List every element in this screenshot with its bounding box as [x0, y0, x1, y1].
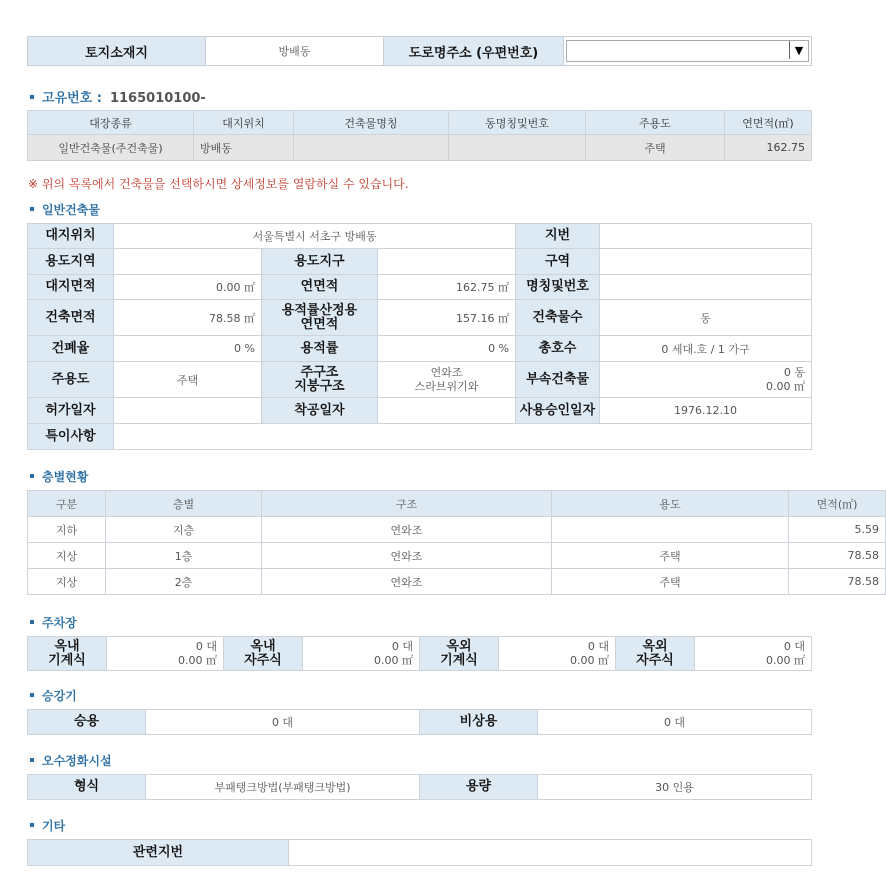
label-line: 지붕구조 — [294, 378, 345, 394]
table-row — [28, 517, 886, 543]
floors-table — [27, 490, 886, 595]
floor-use-cell: 주택 — [552, 543, 789, 569]
label-cell: 비상용 — [420, 710, 538, 735]
parking-value — [303, 637, 420, 671]
value-line: 연와조 — [430, 365, 463, 379]
label-cell: 용적률 — [262, 336, 378, 362]
total-area-cell[interactable]: 162.75 — [725, 135, 812, 161]
label-cell: 승용 — [28, 710, 146, 735]
bullet-icon — [30, 620, 34, 624]
section-title: 승강기 — [42, 689, 77, 703]
start-date-value — [378, 398, 516, 424]
label-cell: 건축물수 — [516, 300, 600, 336]
general-building-table — [27, 223, 812, 450]
area-value — [600, 249, 812, 275]
value-line: 스라브위기와 — [414, 379, 479, 393]
col-header: 연면적(㎡) — [725, 111, 812, 135]
value-line: 0 대 — [195, 639, 217, 653]
label-cell: 허가일자 — [28, 398, 114, 424]
site-location-cell[interactable]: 방배동 — [194, 135, 294, 161]
label-line: 연면적 — [300, 316, 339, 332]
general-building-heading — [30, 201, 100, 218]
floor-structure-cell: 연와조 — [262, 569, 552, 595]
label-line: 옥외 — [642, 638, 668, 654]
label-line: 용적률산정용 — [281, 302, 358, 318]
section-title: 층별현황 — [42, 470, 89, 484]
value-line: 0.00 ㎡ — [570, 653, 609, 667]
households-value: 0 세대.호 / 1 가구 — [600, 336, 812, 362]
section-title: 오수정화시설 — [42, 754, 112, 768]
label-cell: 착공일자 — [262, 398, 378, 424]
label-cell: 지번 — [516, 224, 600, 249]
parking-value — [499, 637, 616, 671]
parking-label — [616, 637, 695, 671]
value-line: 0.00 ㎡ — [374, 653, 413, 667]
name-number-value — [600, 275, 812, 300]
unique-number-value: 1165010100- — [109, 91, 206, 106]
bullet-icon — [30, 758, 34, 762]
label-line: 주구조 — [300, 364, 339, 380]
label-line: 옥외 — [446, 638, 472, 654]
table-header-row — [28, 491, 886, 517]
total-floor-area-value: 162.75 ㎡ — [378, 275, 516, 300]
road-address-label: 도로명주소 (우편번호) — [384, 37, 564, 66]
table-header-row — [28, 111, 812, 135]
col-header: 용도 — [552, 491, 789, 517]
floor-area-cell: 78.58 — [789, 569, 886, 595]
label-cell: 형식 — [28, 775, 146, 800]
label-line: 기계식 — [48, 652, 86, 668]
label-cell: 주용도 — [28, 362, 114, 398]
col-header: 면적(㎡) — [789, 491, 886, 517]
section-title: 일반건축물 — [42, 203, 100, 217]
label-cell: 특이사항 — [28, 424, 114, 450]
value-line: 0 대 — [783, 639, 805, 653]
bullet-icon — [30, 474, 34, 478]
parking-value — [107, 637, 224, 671]
label-cell: 총호수 — [516, 336, 600, 362]
far-floor-area-value: 157.16 ㎡ — [378, 300, 516, 336]
main-use-cell[interactable]: 주택 — [586, 135, 725, 161]
road-address-cell — [564, 37, 812, 66]
table-row — [28, 569, 886, 595]
value-line: 0.00 ㎡ — [766, 653, 805, 667]
dong-name-cell[interactable] — [449, 135, 586, 161]
floor-number-cell: 1층 — [106, 543, 262, 569]
floor-structure-cell: 연와조 — [262, 517, 552, 543]
unique-number-label: 고유번호 : — [42, 91, 102, 106]
label-cell: 용도지역 — [28, 249, 114, 275]
land-location-label: 토지소재지 — [28, 37, 206, 66]
label-cell: 부속건축물 — [516, 362, 600, 398]
label-cell: 대지면적 — [28, 275, 114, 300]
label-cell: 명칭및번호 — [516, 275, 600, 300]
label-cell: 용량 — [420, 775, 538, 800]
lot-number-value — [600, 224, 812, 249]
col-header: 대지위치 — [194, 111, 294, 135]
etc-heading — [30, 817, 65, 834]
building-count-value: 동 — [600, 300, 812, 336]
location-bar — [27, 36, 812, 66]
bullet-icon — [30, 823, 34, 827]
label-line: 옥내 — [250, 638, 276, 654]
col-header: 건축물명칭 — [294, 111, 449, 135]
label-cell: 용도지구 — [262, 249, 378, 275]
value-line: 0 대 — [587, 639, 609, 653]
zone-value — [114, 249, 262, 275]
floor-number-cell: 지층 — [106, 517, 262, 543]
floor-type-cell: 지상 — [28, 543, 106, 569]
sewage-type-value: 부패탱크방법(부패탱크방법) — [146, 775, 420, 800]
col-header: 구조 — [262, 491, 552, 517]
value-line: 0.00 ㎡ — [178, 653, 217, 667]
parking-label — [224, 637, 303, 671]
building-area-value: 78.58 ㎡ — [114, 300, 262, 336]
emergency-elevator-value: 0 대 — [538, 710, 812, 735]
label-cell — [262, 300, 378, 336]
col-header: 층별 — [106, 491, 262, 517]
label-line: 자주식 — [244, 652, 282, 668]
special-notes-value — [114, 424, 812, 450]
elevator-table — [27, 709, 812, 735]
value-line: 0 동 — [783, 365, 806, 379]
floor-use-cell: 주택 — [552, 569, 789, 595]
label-cell: 구역 — [516, 249, 600, 275]
site-area-value: 0.00 ㎡ — [114, 275, 262, 300]
main-use-value: 주택 — [114, 362, 262, 398]
parking-label — [28, 637, 107, 671]
col-header: 동명칭및번호 — [449, 111, 586, 135]
parking-label — [420, 637, 499, 671]
permit-date-value — [114, 398, 262, 424]
parking-table — [27, 636, 812, 671]
label-cell: 건축면적 — [28, 300, 114, 336]
floor-area-ratio-value: 0 % — [378, 336, 516, 362]
chevron-down-icon[interactable]: ▼ — [789, 41, 808, 59]
bullet-icon — [30, 207, 34, 211]
bullet-icon — [30, 693, 34, 697]
label-line: 옥내 — [54, 638, 80, 654]
unique-number-heading — [30, 87, 206, 106]
approval-date-value: 1976.12.10 — [600, 398, 812, 424]
road-address-select[interactable] — [566, 40, 809, 62]
floor-structure-cell: 연와조 — [262, 543, 552, 569]
col-header: 대장종류 — [28, 111, 194, 135]
label-line: 자주식 — [636, 652, 674, 668]
sewage-table — [27, 774, 812, 800]
annex-value — [600, 362, 812, 398]
building-name-cell[interactable] — [294, 135, 449, 161]
value-line: 0.00 ㎡ — [766, 379, 806, 393]
label-cell: 연면적 — [262, 275, 378, 300]
label-cell: 건폐율 — [28, 336, 114, 362]
sewage-heading — [30, 752, 112, 769]
related-lot-value — [289, 840, 812, 866]
district-value — [378, 249, 516, 275]
section-title: 기타 — [42, 819, 66, 833]
floor-number-cell: 2층 — [106, 569, 262, 595]
label-cell: 대지위치 — [28, 224, 114, 249]
parking-heading — [30, 614, 77, 631]
value-line: 0 대 — [391, 639, 413, 653]
bullet-icon — [30, 95, 34, 99]
etc-table — [27, 839, 812, 866]
col-header: 구분 — [28, 491, 106, 517]
building-list-table — [27, 110, 812, 161]
parking-value — [695, 637, 812, 671]
notice-text: ※ 위의 목록에서 건축물을 선택하시면 상세정보를 열람하실 수 있습니다. — [28, 177, 409, 191]
site-location-value: 서울특별시 서초구 방배동 — [114, 224, 516, 249]
section-title: 주차장 — [42, 616, 77, 630]
floor-area-cell: 5.59 — [789, 517, 886, 543]
land-location-value: 방배동 — [206, 37, 384, 66]
sewage-capacity-value: 30 인용 — [538, 775, 812, 800]
table-row — [28, 543, 886, 569]
structure-value — [378, 362, 516, 398]
label-cell: 사용승인일자 — [516, 398, 600, 424]
elevator-heading — [30, 687, 77, 704]
ledger-type-cell[interactable]: 일반건축물(주건축물) — [28, 135, 194, 161]
label-cell: 관련지번 — [28, 840, 289, 866]
coverage-ratio-value: 0 % — [114, 336, 262, 362]
floor-area-cell: 78.58 — [789, 543, 886, 569]
col-header: 주용도 — [586, 111, 725, 135]
passenger-elevator-value: 0 대 — [146, 710, 420, 735]
label-line: 기계식 — [440, 652, 478, 668]
floor-use-cell — [552, 517, 789, 543]
floor-type-cell: 지상 — [28, 569, 106, 595]
label-cell — [262, 362, 378, 398]
building-list-row[interactable] — [28, 135, 812, 161]
floors-heading — [30, 468, 88, 485]
floor-type-cell: 지하 — [28, 517, 106, 543]
